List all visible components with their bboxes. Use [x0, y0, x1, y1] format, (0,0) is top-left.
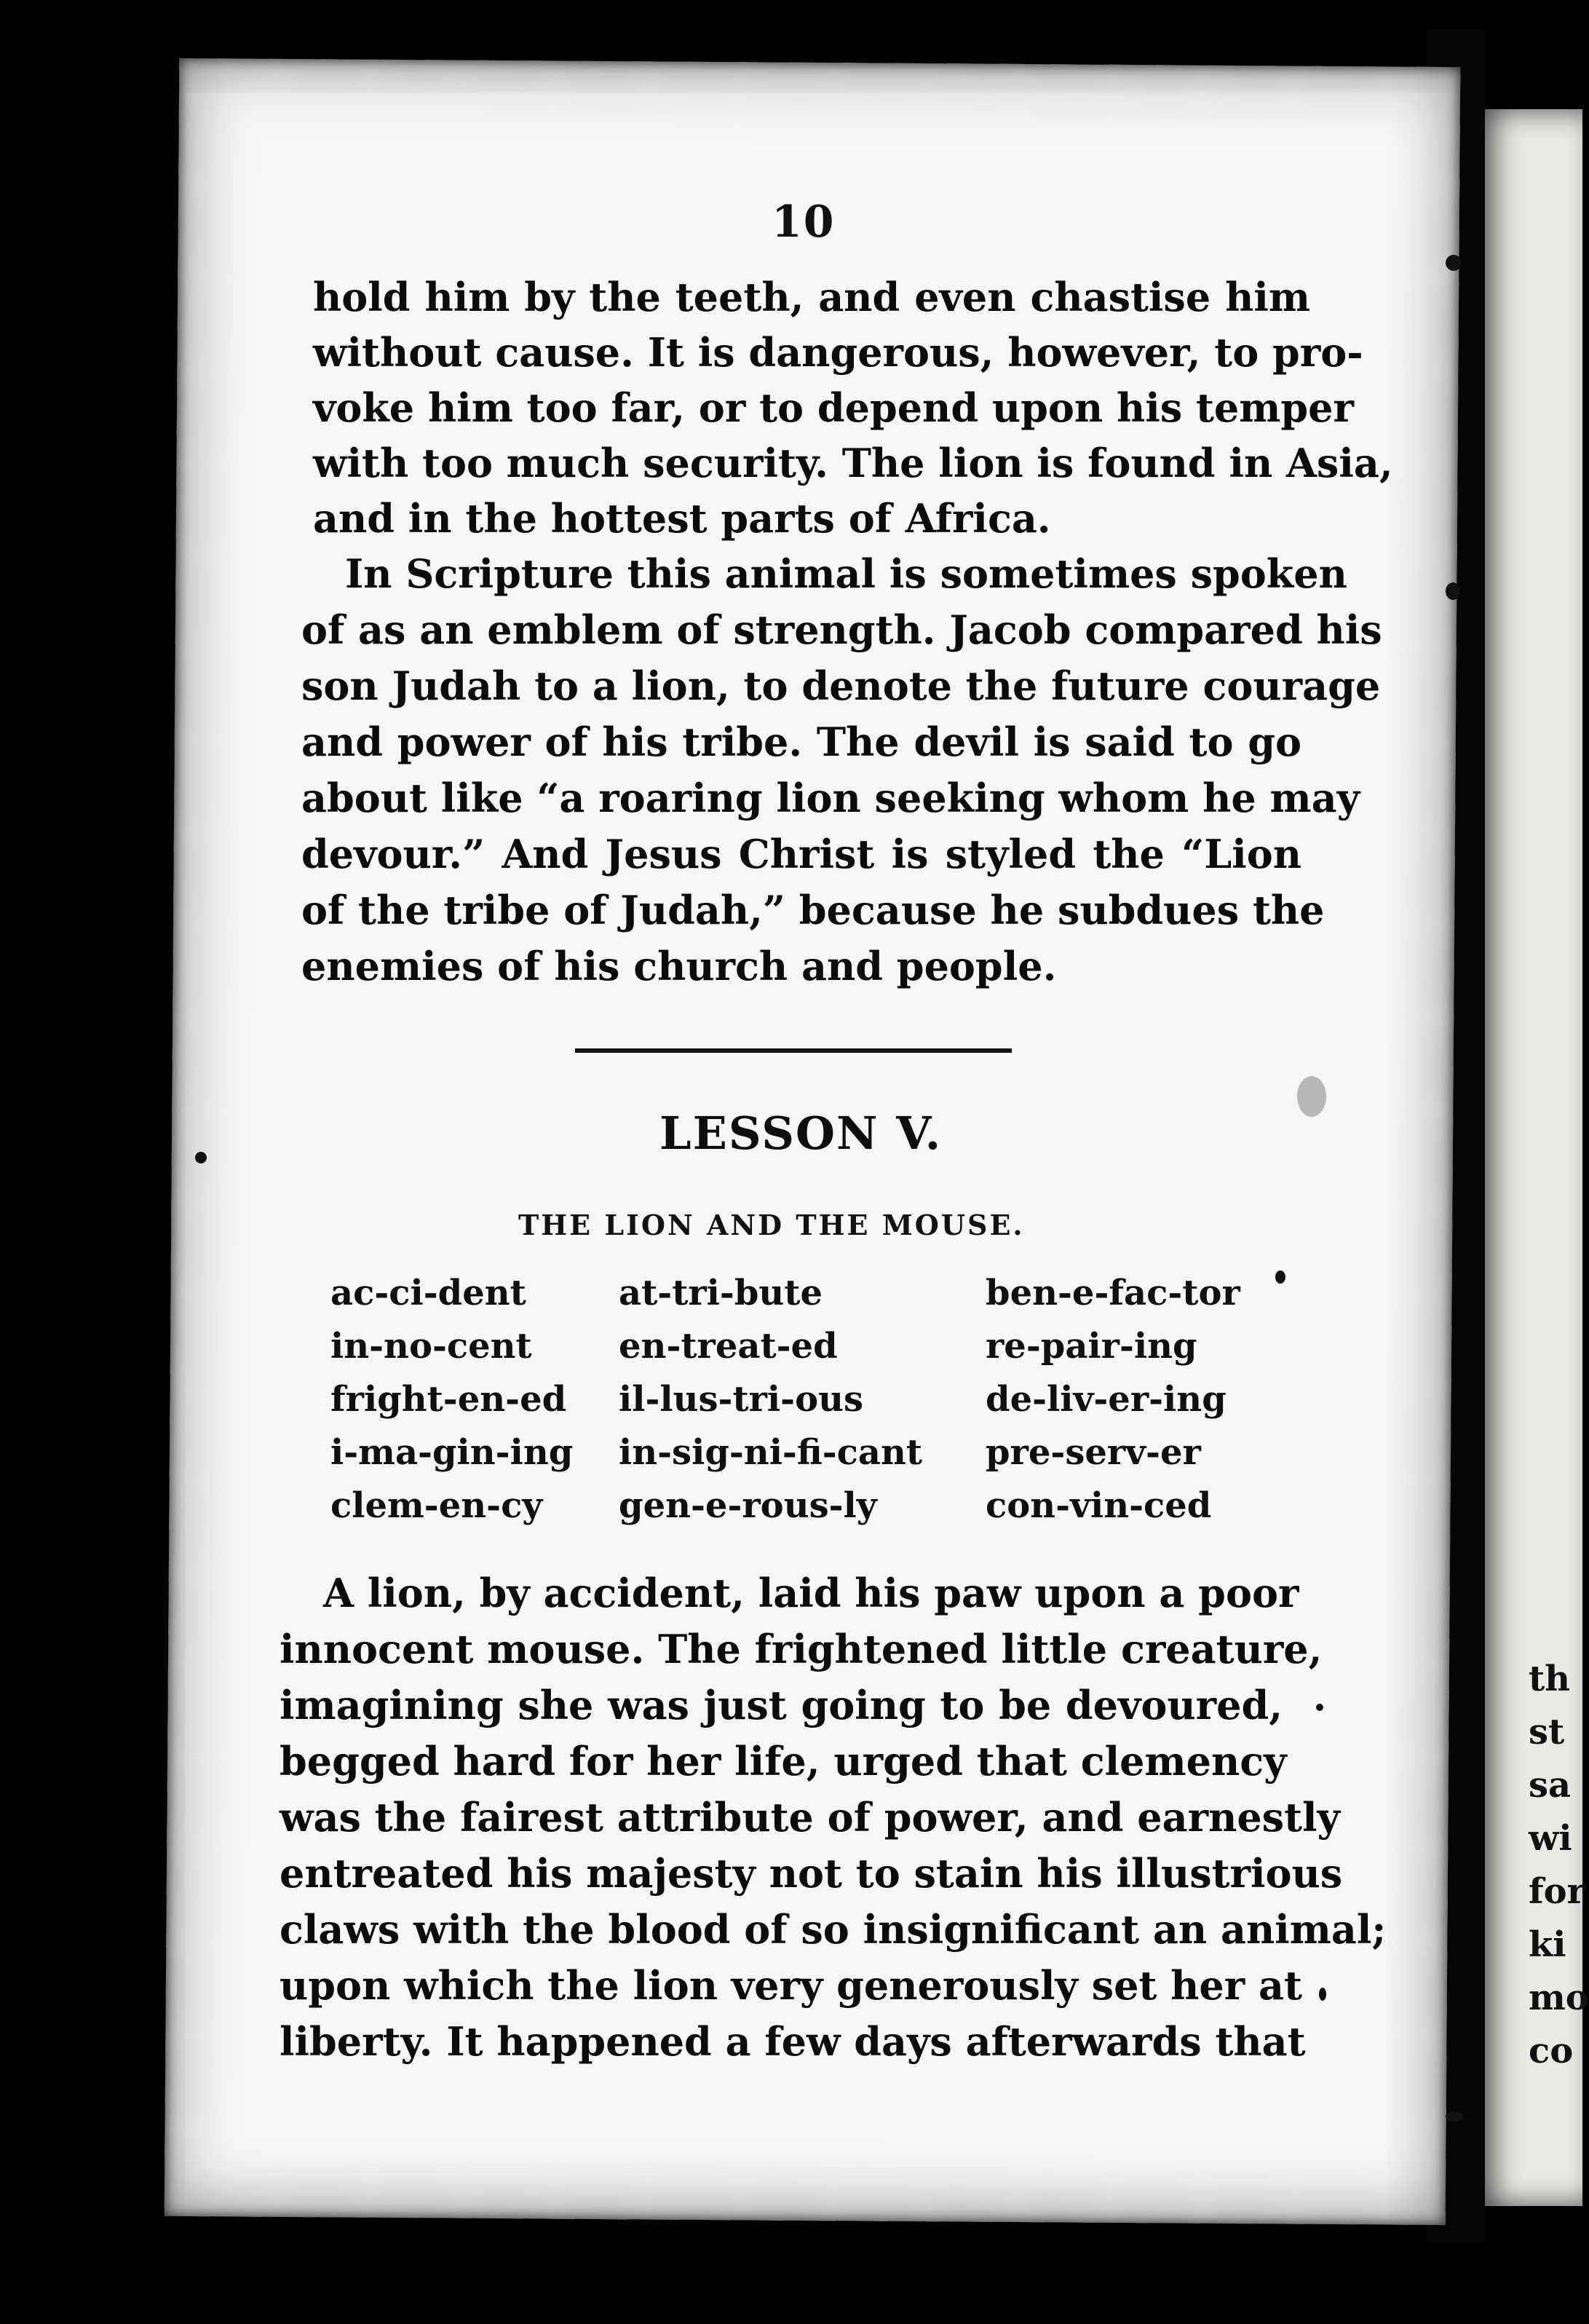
vocabulary-word: in-sig-ni-fi-cant [619, 1432, 923, 1473]
text-line: A lion, by accident, laid his paw upon a poor [323, 1570, 1299, 1616]
vocabulary-column-3 [986, 1267, 1240, 1533]
vocabulary-word: pre-serv-er [986, 1432, 1201, 1473]
text-line: enemies of his church and people. [301, 943, 1057, 989]
adjacent-page-fragment: co [1529, 2031, 1574, 2071]
scan-speck [1446, 2111, 1463, 2122]
text-line: upon which the lion very generously set her at [280, 1962, 1302, 2009]
text-line: In Scripture this animal is sometimes spoken [345, 550, 1347, 597]
text-line: liberty. It happened a few days afterwards that [280, 2018, 1306, 2065]
text-line: hold him by the teeth, and even chastise him [313, 274, 1310, 320]
paragraph-fable [280, 1565, 1387, 2070]
vocabulary-column-1 [330, 1267, 573, 1533]
scan-speck [1319, 1988, 1326, 2001]
paragraph-scripture [301, 546, 1382, 995]
scan-speck [195, 1152, 207, 1163]
text-line: innocent mouse. The frightened little creature, [280, 1626, 1323, 1672]
lesson-heading: LESSON V. [659, 1107, 943, 1160]
text-line: voke him too far, or to depend upon his temper [313, 384, 1354, 431]
vocabulary-word: re-pair-ing [986, 1326, 1197, 1367]
adjacent-page-fragment: th [1529, 1659, 1571, 1699]
scan-speck [1446, 582, 1460, 600]
vocabulary-word: il-lus-tri-ous [619, 1379, 864, 1420]
text-line: devour.” And Jesus Christ is styled the “Lion [301, 831, 1301, 877]
adjacent-page-text [1529, 1653, 1589, 2078]
vocabulary-word: ac-ci-dent [330, 1273, 526, 1313]
vocabulary-word: con-vin-ced [986, 1485, 1212, 1526]
vocabulary-word: clem-en-cy [330, 1485, 543, 1526]
vocabulary-word: in-no-cent [330, 1326, 532, 1367]
paragraph-continued [313, 269, 1393, 546]
text-line: of the tribe of Judah,” because he subdues the [301, 887, 1325, 933]
adjacent-page-fragment: for [1529, 1871, 1585, 1912]
text-line: imagining she was just going to be devoured, [280, 1682, 1283, 1728]
vocabulary-word: ben-e-fac-tor [986, 1273, 1240, 1313]
vocabulary-list [330, 1267, 1277, 1544]
vocabulary-word: de-liv-er-ing [986, 1379, 1227, 1420]
section-divider [575, 1048, 1012, 1053]
adjacent-page-fragment: st [1529, 1712, 1565, 1752]
adjacent-page-fragment: wi [1529, 1818, 1572, 1859]
vocabulary-word: at-tri-bute [619, 1273, 823, 1313]
text-line: of as an emblem of strength. Jacob compared his [301, 606, 1382, 653]
text-line: begged hard for her life, urged that clemency [280, 1738, 1287, 1784]
text-line: entreated his majesty not to stain his illustrious [280, 1850, 1343, 1897]
text-line: without cause. It is dangerous, however, to pro- [313, 329, 1363, 376]
page-number: 10 [772, 197, 836, 248]
text-line: was the fairest attribute of power, and earnestly [280, 1794, 1340, 1841]
text-line: claws with the blood of so insignificant an animal; [280, 1906, 1387, 1953]
adjacent-page-fragment: ki [1529, 1924, 1566, 1965]
scan-speck [1275, 1270, 1285, 1284]
text-line: son Judah to a lion, to denote the future courage [301, 663, 1381, 709]
lesson-subheading: THE LION AND THE MOUSE. [518, 1209, 1025, 1241]
adjacent-page-fragment: mo [1529, 1977, 1589, 2018]
text-line: about like “a roaring lion seeking whom he may [301, 775, 1360, 821]
text-line: and power of his tribe. The devil is said to go [301, 719, 1301, 765]
adjacent-page-fragment: sa [1529, 1765, 1572, 1806]
text-line: and in the hottest parts of Africa. [313, 495, 1051, 542]
vocabulary-word: gen-e-rous-ly [619, 1485, 877, 1526]
scan-speck [1297, 1076, 1326, 1117]
vocabulary-word: fright-en-ed [330, 1379, 567, 1420]
text-line: with too much security. The lion is found in Asia, [313, 440, 1393, 486]
vocabulary-word: i-ma-gin-ing [330, 1432, 574, 1473]
vocabulary-word: en-treat-ed [619, 1326, 838, 1367]
scan-speck [1446, 255, 1462, 271]
vocabulary-column-2 [619, 1267, 922, 1533]
scan-speck [1316, 1704, 1323, 1711]
